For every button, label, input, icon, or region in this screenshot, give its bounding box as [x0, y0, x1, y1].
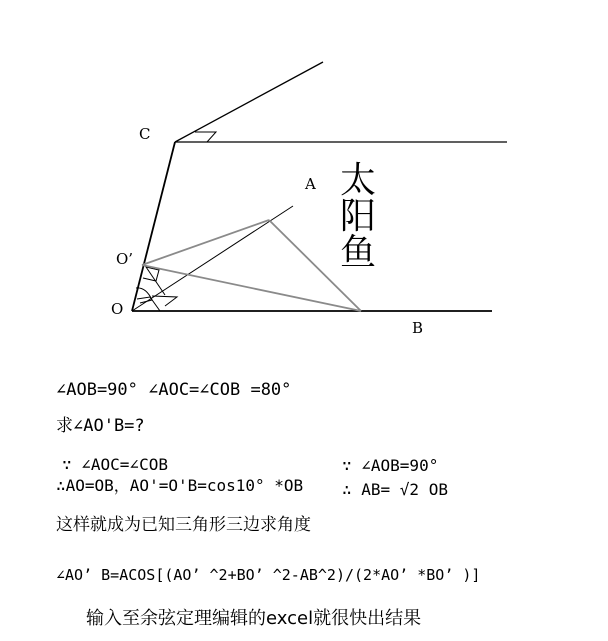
- therefore-right: ∴ AB= √2 OB: [342, 480, 448, 499]
- ray-o-a: [132, 206, 293, 311]
- conclusion-text: 这样就成为已知三角形三边求角度: [56, 515, 311, 535]
- label-o-prime: O’: [116, 250, 134, 268]
- question: 求∠AO'B=?: [56, 416, 145, 436]
- label-o: O: [111, 300, 124, 318]
- right-angle-mark-c: [195, 132, 216, 142]
- because-left: ∵ ∠AOC=∠COB: [62, 455, 168, 474]
- watermark-char-2: 阳: [340, 196, 377, 237]
- because-right: ∵ ∠AOB=90°: [342, 456, 439, 475]
- upper-ray: [175, 62, 323, 142]
- segment-o-prime-a: [142, 220, 269, 265]
- watermark-char-3: 鱼: [340, 232, 377, 273]
- label-c: C: [139, 125, 151, 143]
- label-a: A: [305, 175, 316, 193]
- segment-o-prime-b: [142, 265, 361, 311]
- label-b: B: [412, 319, 424, 337]
- line-o-c: [132, 142, 175, 311]
- therefore-left: ∴AO=OB，AO'=O'B=cos10° *OB: [56, 476, 304, 495]
- formula: ∠AO’ B=ACOS[(AO’ ^2+BO’ ^2-AB^2)/(2*AO’ *BO’ )]: [56, 566, 481, 584]
- excel-note: 输入至余弦定理编辑的excel就很快出结果: [86, 608, 422, 629]
- watermark-char-1: 太: [340, 160, 377, 201]
- given-angles: ∠AOB=90° ∠AOC=∠COB =80°: [56, 380, 292, 400]
- angle-arc-o-inner: [136, 288, 152, 303]
